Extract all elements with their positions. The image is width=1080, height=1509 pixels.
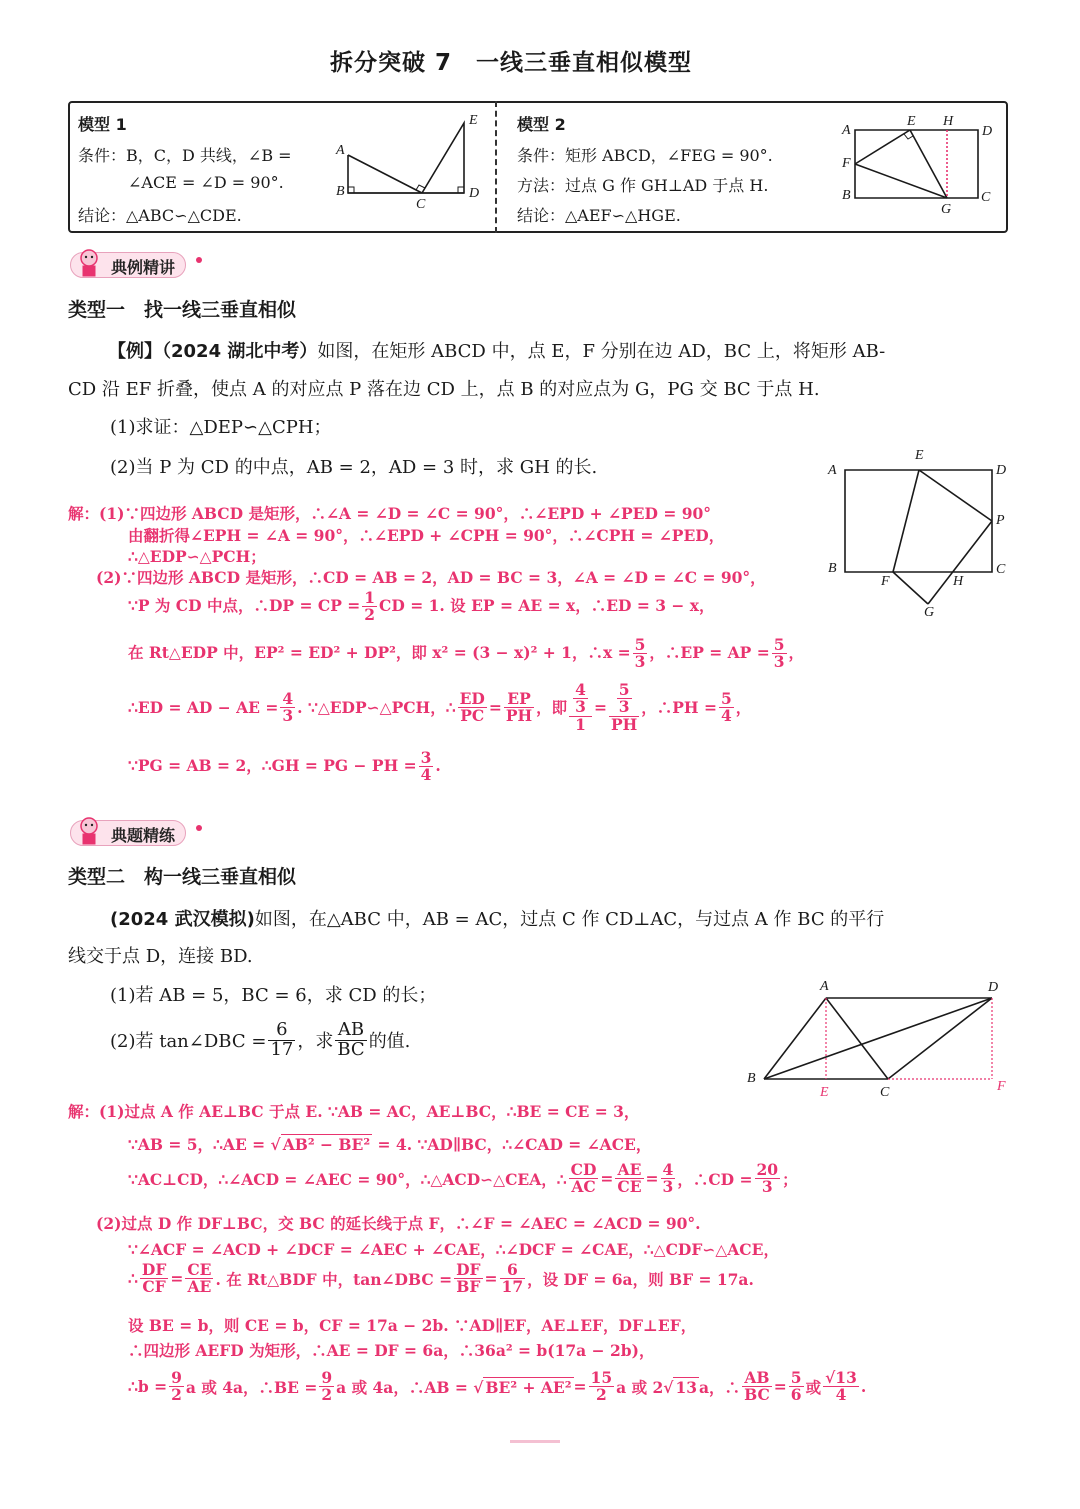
type2-title: 类型二 构一线三垂直相似 bbox=[68, 866, 297, 888]
frac-15-2: $\frac{15}{2}$ bbox=[590, 1368, 613, 1405]
m1-label-c: C bbox=[416, 197, 426, 212]
practice-question2: (2)若 tan∠DBC = $\frac{6}{17}$ ，求 $\frac{AB}{BC}$ 的值. bbox=[110, 1019, 411, 1060]
frac-complex-2: $\frac{\frac{5}{3}}{PH}$ bbox=[610, 680, 638, 734]
practice-figure bbox=[760, 990, 1010, 1090]
m2-fg bbox=[855, 164, 947, 198]
m2-label-h: H bbox=[943, 114, 954, 129]
sol2-line3: ∵AC⊥CD，∴∠ACD = ∠AEC = 90°，∴△ACD∽△CEA，∴ $\frac{CD}{AC}$ = $\frac{AE}{CE}$ = $\frac{4}{3}$ ，∴CD = $\frac{20}{3}$ ； bbox=[128, 1160, 798, 1197]
practice-line2: 线交于点 D，连接 BD. bbox=[68, 946, 253, 967]
example-text1: 如图，在矩形 ABCD 中，点 E，F 分别在边 AD，BC 上，将矩形 AB- bbox=[317, 341, 886, 362]
frac-df-bf: $\frac{DF}{BF}$ bbox=[456, 1260, 481, 1297]
sol1-line6: 在 Rt△EDP 中，EP² = ED² + DP²，即 x² = (3 − x)² + 1，∴x = $\frac{5}{3}$ ，∴EP = AP = $\frac{5}{3}$ ， bbox=[128, 635, 805, 672]
example-line2: CD 沿 EF 折叠，使点 A 的对应点 P 落在边 CD 上，点 B 的对应点为 G，PG 交 BC 于点 H. bbox=[68, 379, 820, 400]
ex-rect bbox=[845, 470, 992, 572]
m1-triangle-abc bbox=[348, 155, 422, 193]
frac-20-3: $\frac{20}{3}$ bbox=[756, 1160, 779, 1197]
sol1-line2: 由翻折得∠EPH = ∠A = 90°，∴∠EPD + ∠CPH = 90°，∴∠CPH = ∠PED， bbox=[128, 526, 725, 545]
ex-pg bbox=[928, 521, 992, 604]
ex-ef bbox=[893, 470, 919, 572]
model2-figure bbox=[850, 120, 993, 210]
model2-method: 方法：过点 G 作 GH⊥AD 于点 H. bbox=[517, 176, 769, 195]
model1-name: 模型 1 bbox=[78, 115, 127, 134]
type1-title: 类型一 找一线三垂直相似 bbox=[68, 299, 297, 321]
sol2-line6: ∴ $\frac{DF}{CF}$ = $\frac{CE}{AE}$ . 在 Rt△BDF 中，tan∠DBC = $\frac{DF}{BF}$ = $\frac{6}{17}$ ，设 DF = 6a，则 BF = 17a. bbox=[128, 1260, 754, 1297]
sol2-line9: ∴b = $\frac{9}{2}$ a 或 4a，∴BE = $\frac{9}{2}$ a 或 4a，∴AB = √ BE² + AE²= $\frac{15}{2}$ a 或 2√ 13a，∴ $\frac{AB}{BC}$ = $\frac{5}{6}$ 或 $\frac{√13}{4}$ . bbox=[128, 1368, 867, 1405]
model2-name: 模型 2 bbox=[517, 115, 566, 134]
m1-label-d: D bbox=[469, 186, 480, 201]
sol1-line3: ∴△EDP∽△PCH； bbox=[128, 547, 266, 566]
m2-label-b: B bbox=[842, 188, 851, 203]
frac-3-4: $\frac{3}{4}$ bbox=[420, 748, 432, 785]
frac-9-2-b: $\frac{9}{2}$ bbox=[321, 1368, 333, 1405]
pr-label-f: F bbox=[997, 1079, 1006, 1094]
pr-label-d: D bbox=[988, 980, 999, 995]
footer-mark bbox=[510, 1440, 560, 1443]
section-tag-practice bbox=[70, 820, 186, 846]
m1-right-angle-d bbox=[458, 187, 464, 193]
sol2-line8: ∴四边形 AEFD 为矩形，∴AE = DF = 6a，∴36a² = b(17a − 2b)， bbox=[128, 1341, 655, 1360]
m2-label-f: F bbox=[842, 156, 851, 171]
example-source: （2024 湖北中考） bbox=[162, 341, 318, 362]
ex-fg bbox=[893, 572, 928, 604]
example-question1: (1)求证：△DEP∽△CPH； bbox=[110, 417, 332, 438]
frac-complex-1: $\frac{\frac{4}{3}}{1}$ bbox=[569, 682, 592, 733]
pr-label-c: C bbox=[880, 1085, 890, 1100]
page-title: 拆分突破 7 一线三垂直相似模型 bbox=[330, 50, 693, 76]
frac-6-17-q: $\frac{6}{17}$ bbox=[270, 1019, 294, 1060]
model1-conclusion: 结论：△ABC∽△CDE. bbox=[78, 206, 242, 225]
frac-4-3-b: $\frac{4}{3}$ bbox=[662, 1160, 674, 1197]
ex-label-p: P bbox=[996, 513, 1005, 528]
frac-5-4: $\frac{5}{4}$ bbox=[720, 688, 732, 725]
ex-label-f: F bbox=[881, 574, 890, 589]
example-question2: (2)当 P 为 CD 的中点，AB = 2，AD = 3 时，求 GH 的长. bbox=[110, 457, 598, 478]
ex-label-h: H bbox=[953, 574, 964, 589]
m1-label-a: A bbox=[336, 143, 345, 158]
model1-cond-line1: 条件：B，C，D 共线，∠B = bbox=[78, 146, 292, 165]
ex-label-e: E bbox=[915, 448, 924, 463]
model2-conclusion: 结论：△AEF∽△HGE. bbox=[517, 206, 681, 225]
pr-cd bbox=[888, 998, 992, 1079]
practice-source: (2024 武汉模拟) bbox=[110, 909, 255, 930]
sol2-line5: ∵∠ACF = ∠ACD + ∠DCF = ∠AEC + ∠CAE，∴∠DCF = ∠CAE，∴△CDF∽△ACE， bbox=[128, 1240, 779, 1259]
m2-ef bbox=[855, 130, 910, 164]
frac-ep-ph: $\frac{EP}{PH}$ bbox=[505, 688, 533, 725]
m2-eg bbox=[910, 130, 947, 198]
m2-label-c: C bbox=[981, 190, 991, 205]
m2-rect bbox=[855, 130, 978, 198]
example-line1 bbox=[108, 337, 885, 363]
m1-triangle-cde bbox=[422, 123, 464, 193]
m1-right-angle-b bbox=[348, 187, 354, 193]
practice-line1: (2024 武汉模拟)如图，在△ABC 中，AB = AC，过点 C 作 CD⊥AC，与过点 A 作 BC 的平行 bbox=[110, 909, 885, 930]
sol1-line4: (2)∵四边形 ABCD 是矩形，∴CD = AB = 2，AD = BC = 3，∠A = ∠D = ∠C = 90°， bbox=[96, 568, 766, 587]
m2-label-d: D bbox=[982, 124, 993, 139]
frac-5-3-b: $\frac{5}{3}$ bbox=[773, 635, 785, 672]
sol2-line4: (2)过点 D 作 DF⊥BC，交 BC 的延长线于点 F，∴∠F = ∠AEC = ∠ACD = 90°. bbox=[96, 1214, 701, 1233]
pr-ab bbox=[764, 998, 826, 1079]
example-tag: 【例】 bbox=[108, 341, 162, 362]
ex-label-g: G bbox=[924, 605, 935, 620]
m2-right-angle bbox=[904, 134, 913, 139]
ex-label-d: D bbox=[996, 463, 1007, 478]
frac-ce-ae: $\frac{CE}{AE}$ bbox=[187, 1260, 212, 1297]
cartoon-icon-2 bbox=[75, 815, 105, 847]
pr-label-b: B bbox=[747, 1071, 756, 1086]
frac-ab-bc-q: $\frac{AB}{BC}$ bbox=[337, 1019, 365, 1060]
model2-condition: 条件：矩形 ABCD，∠FEG = 90°. bbox=[517, 146, 773, 165]
m1-label-e: E bbox=[469, 113, 478, 128]
section-tag-label: 典例精讲 bbox=[111, 258, 176, 277]
sol1-line5: ∵P 为 CD 中点，∴DP = CP = $\frac{1}{2}$ CD = 1. 设 EP = AE = x，∴ED = 3 − x， bbox=[128, 588, 715, 625]
sol1-line8: ∵PG = AB = 2，∴GH = PG − PH = $\frac{3}{4}$ . bbox=[128, 748, 441, 785]
m2-label-g: G bbox=[941, 202, 952, 217]
model1-cond-line2: ∠ACE = ∠D = 90°. bbox=[128, 173, 284, 192]
model1-figure bbox=[330, 110, 490, 220]
pr-label-e: E bbox=[820, 1085, 829, 1100]
frac-6-17-s: $\frac{6}{17}$ bbox=[501, 1260, 524, 1297]
frac-ab-bc-s: $\frac{AB}{BC}$ bbox=[744, 1368, 770, 1405]
sol2-line2: ∵AB = 5，∴AE = √ AB² − BE² = 4. ∵AD∥BC，∴∠CAD = ∠ACE， bbox=[128, 1135, 652, 1154]
frac-ed-pc: $\frac{ED}{PC}$ bbox=[459, 688, 485, 725]
frac-r13-4: $\frac{√13}{4}$ bbox=[825, 1368, 857, 1405]
sol2-line7: 设 BE = b，则 CE = b，CF = 17a − 2b. ∵AD∥EF，AE⊥EF，DF⊥EF， bbox=[128, 1316, 697, 1335]
ex-label-b: B bbox=[828, 561, 837, 576]
section-tag-label-2: 典题精练 bbox=[111, 826, 176, 845]
frac-4-3: $\frac{4}{3}$ bbox=[282, 688, 294, 725]
frac-5-3-a: $\frac{5}{3}$ bbox=[634, 635, 646, 672]
section-tag-examples bbox=[70, 252, 186, 278]
tag-dot bbox=[196, 257, 202, 263]
ex-label-c: C bbox=[996, 562, 1006, 577]
model-divider bbox=[495, 101, 497, 233]
frac-5-6: $\frac{5}{6}$ bbox=[790, 1368, 802, 1405]
sol1-line7: ∴ED = AD − AE = $\frac{4}{3}$ . ∵△EDP∽△PCH，∴ $\frac{ED}{PC}$ = $\frac{EP}{PH}$ ，即 $\frac{\frac{4}{3}}{1}$ = $\frac{\frac{5}{3}}{PH}$ ，∴PH = $\frac{5}{4}$ ， bbox=[128, 680, 752, 734]
frac-df-cf: $\frac{DF}{CF}$ bbox=[141, 1260, 167, 1297]
cartoon-icon bbox=[75, 247, 105, 279]
frac-9-2-a: $\frac{9}{2}$ bbox=[171, 1368, 182, 1405]
frac-ae-ce: $\frac{AE}{CE}$ bbox=[617, 1160, 642, 1197]
m1-label-b: B bbox=[336, 184, 345, 199]
ex-ep bbox=[919, 470, 992, 521]
ex-label-a: A bbox=[828, 463, 837, 478]
frac-1-2: $\frac{1}{2}$ bbox=[364, 588, 376, 625]
m2-label-a: A bbox=[842, 123, 851, 138]
frac-cd-ac: $\frac{CD}{AC}$ bbox=[570, 1160, 597, 1197]
pr-label-a: A bbox=[820, 979, 829, 994]
tag-dot-2 bbox=[196, 825, 202, 831]
sol2-line1: 解：(1)过点 A 作 AE⊥BC 于点 E. ∵AB = AC，AE⊥BC，∴BE = CE = 3， bbox=[68, 1102, 640, 1121]
m2-label-e: E bbox=[907, 114, 916, 129]
sol1-line1: 解：(1)∵四边形 ABCD 是矩形，∴∠A = ∠D = ∠C = 90°，∴∠EPD + ∠PED = 90° bbox=[68, 504, 712, 523]
practice-question1: (1)若 AB = 5，BC = 6，求 CD 的长； bbox=[110, 985, 437, 1006]
